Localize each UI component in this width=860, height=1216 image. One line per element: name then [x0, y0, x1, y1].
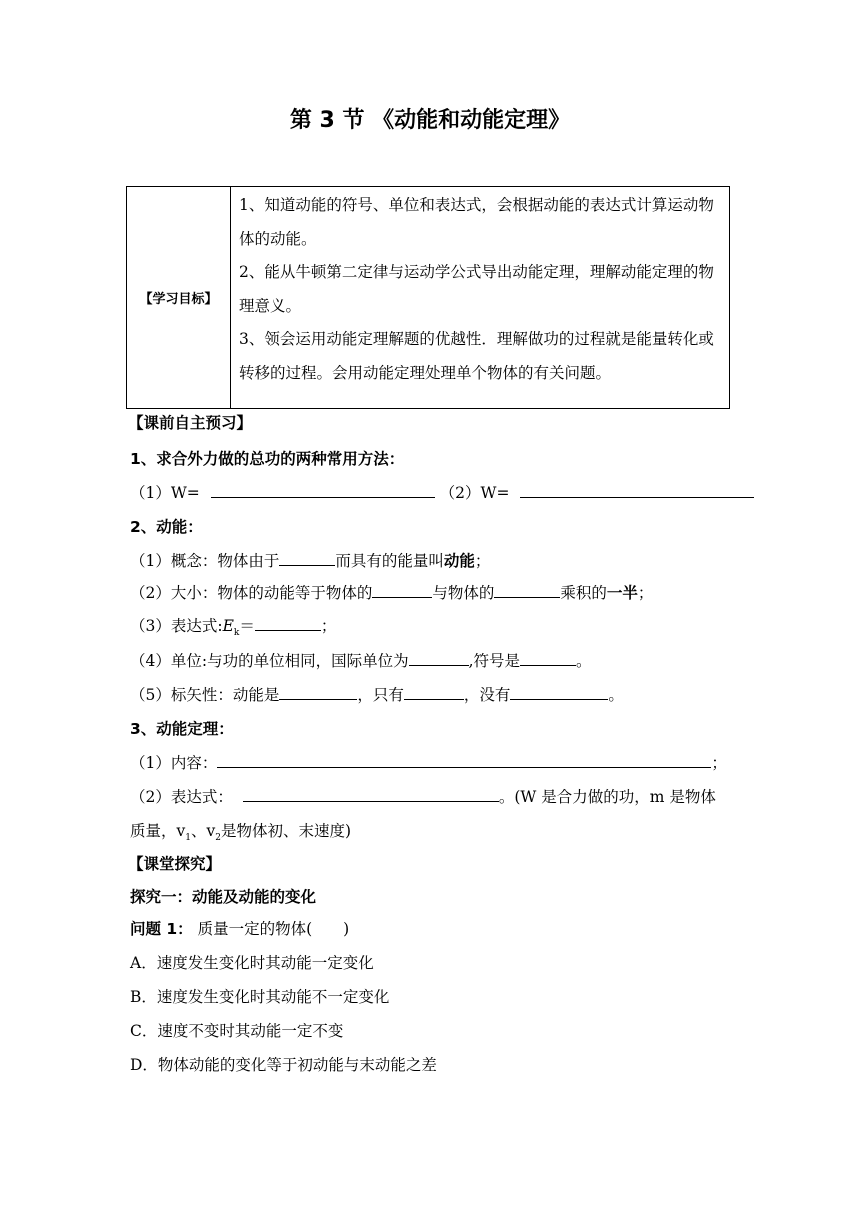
kinetic-concept-line — [130, 549, 490, 571]
unit-blank[interactable] — [409, 649, 469, 666]
kinetic-magnitude-line — [130, 581, 653, 603]
method-1-blank[interactable] — [211, 481, 435, 498]
expression-subscript: k — [233, 628, 240, 639]
scalar-blank-1[interactable] — [279, 683, 357, 700]
scalar-end: 。 — [608, 686, 624, 704]
question-1 — [130, 917, 349, 939]
option-b[interactable]: B．速度发生变化时其动能不一定变化 — [130, 988, 390, 1006]
concept-term: 动能 — [443, 552, 475, 570]
content-end: ； — [711, 754, 727, 772]
kinetic-expression-line — [130, 614, 336, 638]
question-1-title: 1、求合外力做的总功的两种常用方法： — [130, 450, 405, 468]
question-1-methods — [130, 481, 754, 503]
magnitude-text-3: 乘积的 — [560, 584, 607, 602]
concept-blank[interactable] — [279, 549, 335, 566]
explore-section-title: 探究一：动能及动能的变化 — [130, 888, 317, 906]
scalar-text-2: ，只有 — [357, 686, 404, 704]
note-text-2: 、v — [191, 822, 216, 840]
expression-text: （3）表达式: — [130, 617, 223, 635]
kinetic-unit-line — [130, 649, 592, 671]
question-2-title: 2、动能： — [130, 518, 203, 536]
magnitude-half: 一半 — [606, 584, 638, 602]
theorem-expression-line — [130, 785, 716, 807]
magnitude-blank-2[interactable] — [494, 581, 560, 598]
magnitude-text-2: 与物体的 — [432, 584, 495, 602]
question-label: 问题 1： — [130, 920, 193, 938]
note-text: 质量，v — [130, 822, 186, 840]
explore-header: 【课堂探究】 — [128, 855, 222, 873]
option-c[interactable]: C．速度不变时其动能一定不变 — [130, 1022, 344, 1040]
theorem-content-line — [130, 751, 727, 773]
expression-equals: ＝ — [239, 617, 255, 635]
page-title: 第 3 节 《动能和动能定理》 — [289, 108, 571, 133]
concept-text: （1）概念：物体由于 — [130, 552, 280, 570]
expression-end: ； — [320, 617, 337, 635]
scalar-text-3: ，没有 — [463, 686, 511, 704]
option-d[interactable]: D．物体动能的变化等于初动能与末动能之差 — [130, 1056, 437, 1074]
symbol-blank[interactable] — [520, 649, 576, 666]
objectives-content — [239, 189, 721, 390]
content-label: （1）内容： — [130, 754, 218, 772]
scalar-blank-2[interactable] — [404, 683, 464, 700]
concept-end: ； — [474, 552, 491, 570]
theorem-expression-blank[interactable] — [243, 785, 499, 802]
content-blank[interactable] — [217, 751, 711, 768]
theorem-expression-label: （2）表达式： — [130, 788, 233, 806]
objective-1: 1、知道动能的符号、单位和表达式，会根据动能的表达式计算运动物体的动能。 — [239, 196, 714, 248]
expression-blank[interactable] — [255, 614, 321, 631]
note-sub-2: 2 — [215, 833, 221, 844]
objectives-table — [126, 186, 730, 409]
expression-symbol: E — [222, 617, 234, 635]
note-text-3: 是物体初、末速度) — [221, 822, 352, 840]
scalar-blank-3[interactable] — [510, 683, 608, 700]
method-2-label: （2）W= — [439, 484, 510, 502]
preview-header: 【课前自主预习】 — [128, 414, 253, 432]
option-a[interactable]: A．速度发生变化时其动能一定变化 — [130, 954, 374, 972]
theorem-expression-note: 。(W 是合力做的功，m 是物体 — [498, 788, 716, 806]
scalar-text: （5）标矢性：动能是 — [130, 686, 280, 704]
kinetic-scalar-line — [130, 683, 624, 705]
unit-text-2: ,符号是 — [468, 652, 521, 670]
magnitude-blank-1[interactable] — [372, 581, 432, 598]
question-text: 质量一定的物体( ) — [192, 920, 350, 938]
magnitude-end: ； — [637, 584, 654, 602]
objective-2: 2、能从牛顿第二定律与运动学公式导出动能定理，理解动能定理的物理意义。 — [239, 263, 714, 315]
objectives-label: 【学习目标】 — [127, 187, 231, 408]
unit-end: 。 — [576, 652, 592, 670]
method-1-label: （1）W= — [130, 484, 200, 502]
unit-text: （4）单位:与功的单位相同，国际单位为 — [130, 652, 409, 670]
objective-3: 3、领会运用动能定理解题的优越性．理解做功的过程就是能量转化或转移的过程。会用动能定理处理单个物体的有关问题。 — [239, 330, 714, 382]
method-2-blank[interactable] — [520, 481, 754, 498]
magnitude-text: （2）大小：物体的动能等于物体的 — [130, 584, 373, 602]
theorem-expression-note-line2 — [130, 819, 351, 843]
note-sub-1: 1 — [185, 833, 191, 844]
concept-text-2: 而具有的能量叫 — [335, 552, 444, 570]
question-3-title: 3、动能定理： — [130, 720, 234, 738]
